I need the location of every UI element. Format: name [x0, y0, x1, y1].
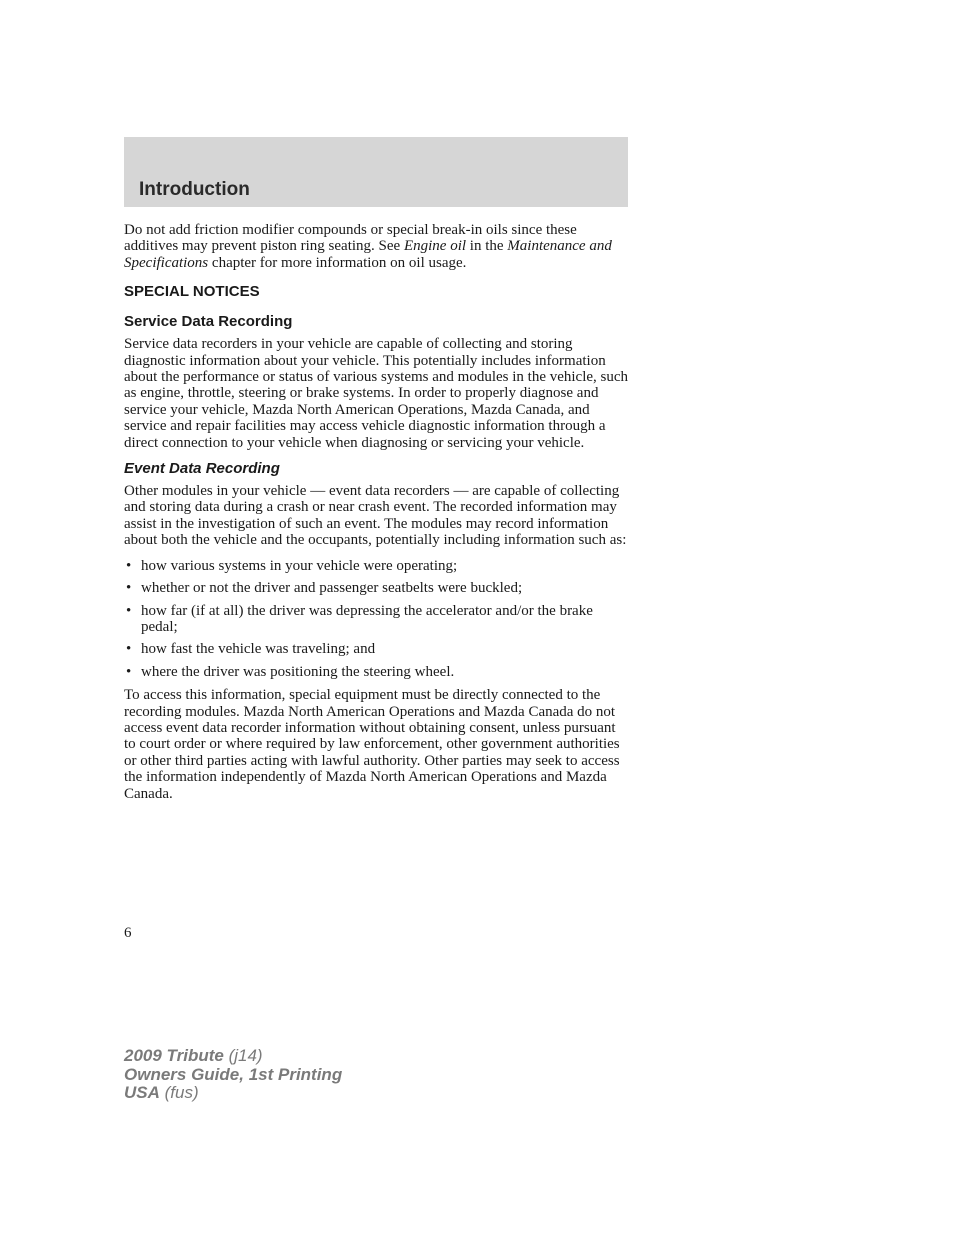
intro-paragraph	[124, 222, 630, 271]
list-item	[124, 580, 630, 596]
bullet: •	[126, 641, 132, 658]
service-data-recording-heading: Service Data Recording	[124, 313, 293, 331]
list-item-text: where the driver was positioning the steering wheel.	[141, 663, 455, 680]
intro-text-2: in the	[466, 238, 508, 255]
list-item-text: how fast the vehicle was traveling; and	[141, 641, 376, 658]
list-item	[124, 603, 630, 636]
event-data-recording-body: Other modules in your vehicle — event data recorders — are capable of collecting and storing data during a crash or near crash event. The recorded information may assist in the investigation of such an event. The modules may record information about both the vehicle and the occupants, potentially including information such as:	[124, 483, 627, 549]
footer-line-market	[124, 1084, 342, 1103]
list-item	[124, 558, 630, 574]
bullet: •	[126, 663, 132, 680]
page-content	[124, 222, 630, 811]
footer-model: 2009 Tribute	[124, 1046, 224, 1065]
section-header-band	[124, 137, 628, 207]
footer-market: USA	[124, 1083, 160, 1102]
intro-text-1: Do not add friction modifier compounds or special break-in oils since these additives may prevent piston ring seating. See	[124, 222, 577, 255]
footer-line-model	[124, 1047, 342, 1066]
bullet: •	[126, 580, 132, 597]
special-notices-heading: SPECIAL NOTICES	[124, 283, 260, 301]
service-data-recording-body: Service data recorders in your vehicle are capable of collecting and storing diagnostic information about your vehicle. This potentially includes information about the performance or status of various systems and modules in the vehicle, such as engine, throttle, steering or brake systems. In order to properly diagnose and service your vehicle, Mazda North American Operations, Mazda Canada, and service and repair facilities may access vehicle diagnostic information through a direct connection to your vehicle when diagnosing or servicing your vehicle.	[124, 336, 629, 451]
list-item-text: how various systems in your vehicle were operating;	[141, 557, 458, 574]
intro-text-3: chapter for more information on oil usage.	[208, 254, 467, 271]
event-data-access-paragraph: To access this information, special equipment must be directly connected to the recording modules. Mazda North American Operations and Mazda Canada do not access event data recorder information without obtaining consent, unless pursuant to court order or where required by law enforcement, other government authorities or other third parties acting with lawful authority. Other parties may seek to access the information independently of Mazda North American Operations and Mazda Canada.	[124, 687, 620, 802]
page-number: 6	[124, 925, 132, 941]
maintenance-chapter-reference: Maintenance and Specifications	[124, 238, 612, 271]
footer-model-code: (j14)	[228, 1046, 263, 1065]
list-item-text: whether or not the driver and passenger seatbelts were buckled;	[141, 580, 523, 597]
event-data-recording-heading: Event Data Recording	[124, 460, 280, 478]
section-title: Introduction	[139, 179, 250, 200]
footer-guide: Owners Guide, 1st Printing	[124, 1064, 343, 1084]
footer-market-code: (fus)	[164, 1083, 199, 1102]
bullet: •	[126, 557, 132, 574]
list-item	[124, 641, 630, 657]
footer-line-guide	[124, 1066, 342, 1085]
bullet: •	[126, 602, 132, 619]
list-item	[124, 664, 630, 680]
engine-oil-reference: Engine oil	[403, 238, 467, 255]
document-footer	[124, 1047, 342, 1103]
list-item-text: how far (if at all) the driver was depressing the accelerator and/or the brake pedal;	[141, 602, 593, 635]
recorded-information-list	[124, 558, 630, 680]
